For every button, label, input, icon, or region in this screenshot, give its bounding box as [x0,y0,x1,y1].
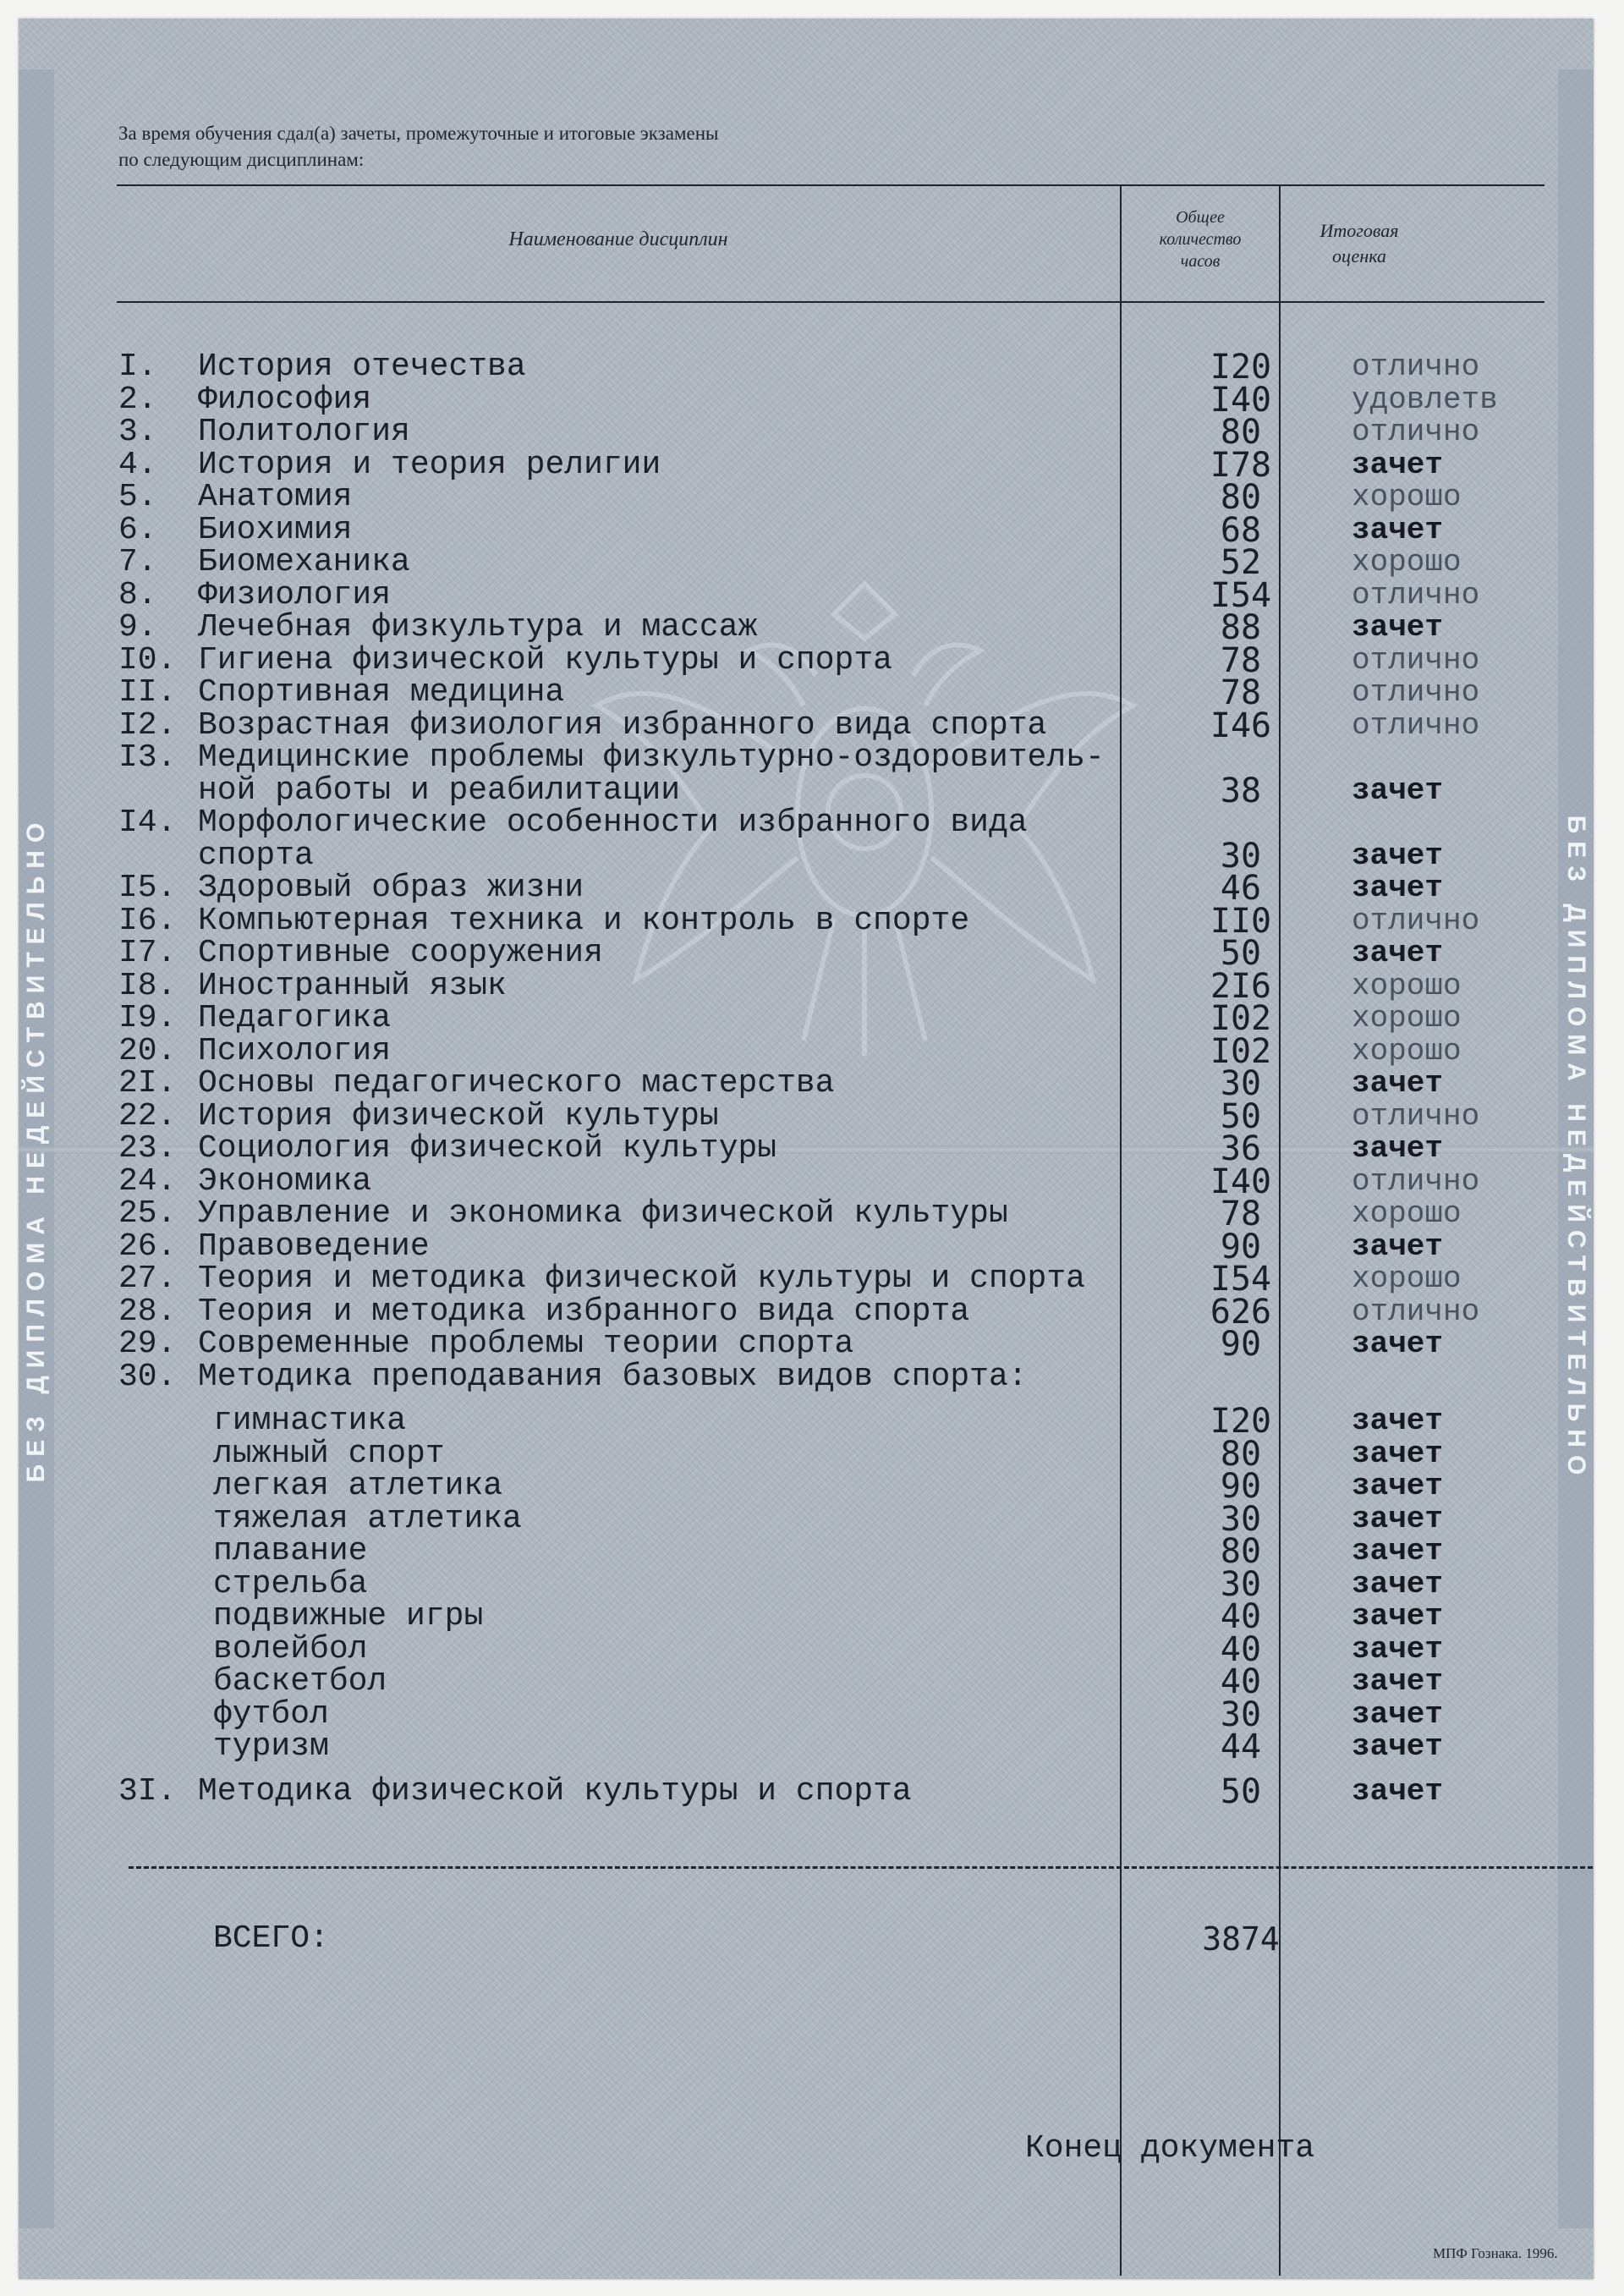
sub-discipline-hours: I20 [1210,1402,1272,1441]
intro-line-1: За время обучения сдал(а) зачеты, промежуточные и итоговые экзамены [118,123,719,144]
discipline-number: 6. [118,511,157,548]
discipline-grade: зачет [1352,1773,1444,1809]
sub-discipline-grade: зачет [1352,1436,1444,1471]
sub-discipline-name: тяжелая атлетика [213,1500,522,1537]
discipline-number: 3. [118,414,157,450]
discipline-grade: отлично [1352,903,1480,938]
sub-discipline-name: туризм [213,1728,329,1765]
sub-discipline-hours: 44 [1220,1727,1262,1766]
end-of-document: Конец документа [1025,2130,1315,2167]
discipline-hours: 50 [1220,934,1262,973]
discipline-name: Современные проблемы теории спорта [198,1326,854,1362]
discipline-number: II. [118,674,177,711]
discipline-grade: отлично [1352,1163,1480,1199]
discipline-name: История отечества [198,349,526,385]
sub-discipline-hours: 30 [1220,1695,1262,1734]
discipline-hours: I54 [1210,1260,1272,1299]
discipline-number: I4. [118,805,177,841]
discipline-hours: 78 [1220,640,1262,680]
discipline-hours: 50 [1220,1096,1262,1136]
discipline-number: 27. [118,1261,177,1297]
discipline-name: Управление и экономика физической культуры [198,1195,1008,1232]
discipline-grade: отлично [1352,707,1480,743]
discipline-number: 23. [118,1130,177,1167]
sub-discipline-grade: зачет [1352,1403,1444,1438]
discipline-name: Физиология [198,576,392,613]
discipline-name: Спортивные сооружения [198,935,603,971]
discipline-hours: 46 [1220,869,1262,908]
discipline-number: 30. [118,1358,177,1395]
discipline-grade: хорошо [1352,968,1462,1003]
discipline-grade: зачет [1352,1228,1444,1264]
discipline-number: I8. [118,967,177,1004]
sub-discipline-hours: 40 [1220,1629,1262,1669]
discipline-hours: 36 [1220,1129,1262,1168]
sub-discipline-hours: 80 [1220,1434,1262,1474]
discipline-number: 25. [118,1195,177,1232]
discipline-grade: отлично [1352,642,1480,678]
discipline-name: Теория и методика избранного вида спорта [198,1293,970,1330]
discipline-number: 7. [118,544,157,580]
sub-discipline-name: легкая атлетика [213,1468,503,1504]
discipline-grade: хорошо [1352,1196,1462,1231]
table-top-rule [117,184,1544,186]
discipline-number: I2. [118,706,177,744]
discipline-grade: зачет [1352,936,1444,970]
discipline-name: История физической культуры [198,1097,719,1134]
discipline-name: Методика преподавания базовых видов спорта: [198,1358,1028,1395]
discipline-hours: 30 [1220,1064,1262,1103]
discipline-grade: хорошо [1352,1261,1462,1296]
document-page [19,19,1594,2279]
discipline-grade: хорошо [1352,545,1462,579]
sub-discipline-name: волейбол [213,1630,368,1667]
sub-discipline-grade: зачет [1352,1664,1444,1699]
discipline-name: Медицинские проблемы физкультурно-оздоровитель- [198,739,1105,776]
discipline-hours: 80 [1220,478,1262,517]
discipline-hours: 68 [1220,510,1262,550]
discipline-hours: I46 [1210,706,1272,745]
sub-discipline-grade: зачет [1352,1566,1444,1601]
discipline-number: 8. [118,576,157,613]
sub-discipline-hours: 90 [1220,1467,1262,1506]
sub-discipline-hours: 30 [1220,1564,1262,1604]
discipline-grade: зачет [1352,772,1444,808]
discipline-number: 2I. [118,1065,177,1101]
discipline-name: Гигиена физической культуры и спорта [198,641,892,678]
discipline-grade: отлично [1352,415,1480,449]
discipline-name: Правоведение [198,1228,430,1265]
discipline-name: Политология [198,414,410,450]
table-header-rule [117,301,1544,303]
discipline-hours: 52 [1220,543,1262,582]
discipline-number: 20. [118,1032,177,1069]
sub-discipline-grade: зачет [1352,1501,1444,1536]
discipline-hours: I40 [1210,380,1272,420]
discipline-name: Лечебная физкультура и массаж [198,609,758,645]
column-header-hours-line-1: Общее [1176,208,1225,227]
discipline-hours: 80 [1220,413,1262,452]
discipline-number: 26. [118,1228,177,1265]
discipline-hours: 90 [1220,1227,1262,1266]
column-header-hours-line-2: количество [1159,230,1242,249]
discipline-name: Философия [198,381,372,418]
discipline-hours: I40 [1210,1162,1272,1201]
discipline-number: I9. [118,1000,177,1036]
discipline-number: 5. [118,479,157,515]
column-header-name: Наименование дисциплин [508,228,728,250]
sub-discipline-name: стрельба [213,1565,368,1602]
discipline-grade: хорошо [1352,480,1462,514]
discipline-number: 29. [118,1326,177,1362]
sub-discipline-hours: 40 [1220,1597,1262,1636]
discipline-hours: II0 [1210,901,1272,941]
discipline-name: Методика физической культуры и спорта [198,1772,912,1810]
dashed-separator [129,1866,1594,1869]
sub-discipline-name: подвижные игры [213,1598,484,1634]
discipline-hours: 2I6 [1210,966,1272,1006]
discipline-hours: 50 [1220,1771,1262,1811]
discipline-grade: зачет [1352,610,1444,645]
discipline-grade: хорошо [1352,1001,1462,1035]
discipline-grade: удовлетв [1352,382,1498,417]
discipline-name: Экономика [198,1162,372,1200]
discipline-name-continued: ной работы и реабилитации [198,772,681,809]
discipline-number: 22. [118,1097,177,1134]
discipline-grade: отлично [1352,1098,1480,1134]
discipline-hours: I20 [1210,348,1272,387]
discipline-number: 3I. [118,1772,177,1810]
discipline-grade: зачет [1352,838,1444,873]
discipline-grade: отлично [1352,675,1480,710]
discipline-grade: зачет [1352,1066,1444,1101]
discipline-name: Психология [198,1032,392,1069]
discipline-name: Компьютерная техника и контроль в спорте [198,902,970,939]
discipline-number: I0. [118,641,177,678]
discipline-name: Анатомия [198,479,353,515]
discipline-hours: 90 [1220,1325,1262,1364]
discipline-name: Основы педагогического мастерства [198,1065,835,1101]
discipline-grade: зачет [1352,447,1444,482]
discipline-grade: зачет [1352,512,1444,547]
sub-discipline-grade: зачет [1352,1469,1444,1503]
discipline-name-continued: спорта [198,837,314,874]
discipline-grade: отлично [1352,349,1480,384]
discipline-hours: 38 [1220,771,1262,810]
sub-discipline-name: футбол [213,1695,329,1733]
discipline-number: I5. [118,870,177,906]
discipline-grade: отлично [1352,1294,1480,1329]
sub-discipline-name: плавание [213,1533,368,1569]
discipline-name: Теория и методика физической культуры и спорта [198,1261,1085,1297]
discipline-grade: хорошо [1352,1033,1462,1068]
sub-discipline-hours: 80 [1220,1532,1262,1571]
discipline-name: Иностранный язык [198,967,507,1004]
intro-line-2: по следующим дисциплинам: [118,149,365,170]
printer-imprint: МПФ Гознака. 1996. [1433,2245,1558,2261]
discipline-number: 9. [118,609,157,645]
discipline-number: I7. [118,935,177,971]
sub-discipline-grade: зачет [1352,1534,1444,1568]
discipline-hours: I02 [1210,1031,1272,1071]
discipline-grade: зачет [1352,1131,1444,1166]
sub-discipline-name: гимнастика [213,1403,407,1439]
discipline-hours: I54 [1210,575,1272,615]
total-label: ВСЕГО: [213,1920,329,1957]
discipline-number: 4. [118,446,157,483]
discipline-hours: 30 [1220,836,1262,876]
discipline-hours: 78 [1220,673,1262,712]
sub-discipline-hours: 40 [1220,1662,1262,1701]
discipline-name: Педагогика [198,1000,392,1036]
discipline-hours: 78 [1220,1195,1262,1233]
discipline-grade: зачет [1352,1327,1444,1361]
discipline-name: Возрастная физиология избранного вида спорта [198,706,1047,744]
discipline-number: I6. [118,902,177,939]
discipline-number: 28. [118,1293,177,1330]
discipline-number: 2. [118,381,157,418]
discipline-grade: зачет [1352,871,1444,905]
column-header-grade [1281,218,1438,269]
discipline-name: Биомеханика [198,544,410,580]
discipline-name: История и теория религии [198,446,661,483]
sub-discipline-name: баскетбол [213,1663,387,1700]
intro-text [118,120,719,173]
sub-discipline-grade: зачет [1352,1631,1444,1667]
discipline-name: Биохимия [198,511,353,548]
sub-discipline-grade: зачет [1352,1696,1444,1732]
column-header-grade-line-2: оценка [1332,245,1386,266]
total-hours: 3874 [1202,1920,1280,1958]
discipline-number: I3. [118,739,177,776]
discipline-name: Здоровый образ жизни [198,870,584,906]
discipline-grade: отлично [1352,577,1480,612]
discipline-hours: 626 [1210,1292,1272,1332]
discipline-hours: I02 [1210,999,1272,1038]
sub-discipline-hours: 30 [1220,1499,1262,1539]
discipline-name: Морфологические особенности избранного вида [198,805,1028,841]
discipline-hours: I78 [1210,445,1272,485]
hours-column-divider [1120,184,1122,2276]
column-header-hours-line-3: часов [1180,252,1221,271]
discipline-name: Социология физической культуры [198,1130,777,1167]
column-header-grade-line-1: Итоговая [1320,220,1399,241]
discipline-number: 24. [118,1162,177,1200]
column-header-hours [1122,206,1279,272]
discipline-name: Спортивная медицина [198,674,565,711]
sub-discipline-name: лыжный спорт [213,1435,445,1472]
discipline-number: I. [118,349,157,385]
sub-discipline-grade: зачет [1352,1599,1444,1634]
sub-discipline-grade: зачет [1352,1729,1444,1764]
discipline-hours: 88 [1220,608,1262,647]
